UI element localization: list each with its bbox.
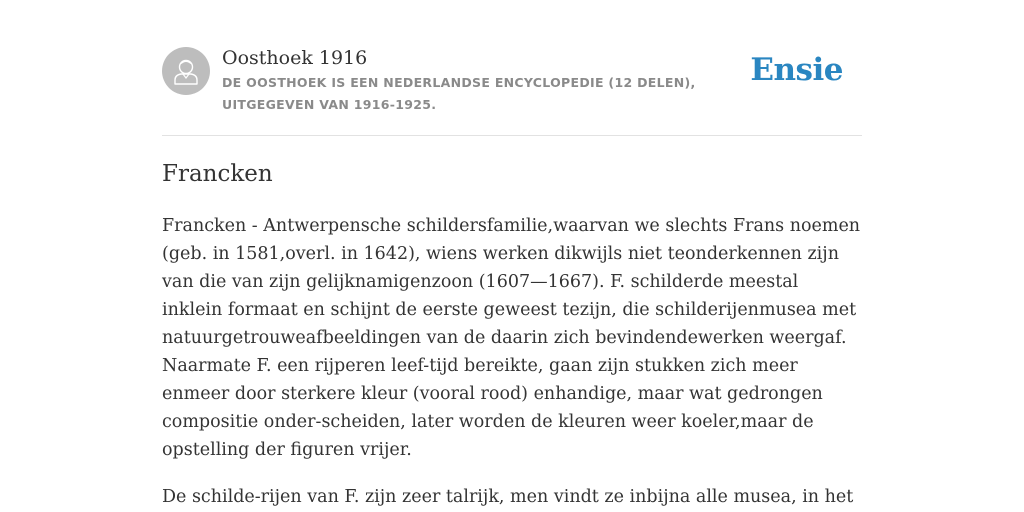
entry-paragraph: De schilde-rijen van F. zijn zeer talrijk, men vindt ze inbijna alle musea, in het	[162, 487, 854, 507]
header-divider	[162, 135, 862, 136]
source-header	[162, 46, 862, 116]
entry-title: Francken	[162, 161, 273, 187]
entry-paragraph: Francken - Antwerpensche schildersfamilie,waarvan we slechts Frans noemen (geb. in 1581,overl. in 1642), wiens werken dikwijls niet teonderkennen zijn van die van zijn gelijknamigenzoon (1607—1667). F. schilderde meestal inklein formaat en schijnt de eerste geweest tezijn, die schilderijenmusea met natuurgetrouweafbeeldingen van de daarin zich bevindendewerken weergaf. Naarmate F. een rijperen leef-tijd bereikte, gaan zijn stukken zich meer enmeer door sterkere kleur (vooral rood) enhandige, maar wat gedrongen compositie onder-scheiden, later worden de kleuren weer koeler,maar de opstelling der figuren vrijer.	[162, 216, 861, 460]
source-title[interactable]: Oosthoek 1916	[222, 47, 368, 69]
user-icon	[162, 47, 210, 95]
avatar	[162, 47, 210, 95]
entry-body	[162, 212, 862, 512]
brand-logo[interactable]: Ensie	[750, 52, 843, 88]
source-description: DE OOSTHOEK IS EEN NEDERLANDSE ENCYCLOPEDIE (12 DELEN), UITGEGEVEN VAN 1916-1925.	[222, 75, 696, 112]
